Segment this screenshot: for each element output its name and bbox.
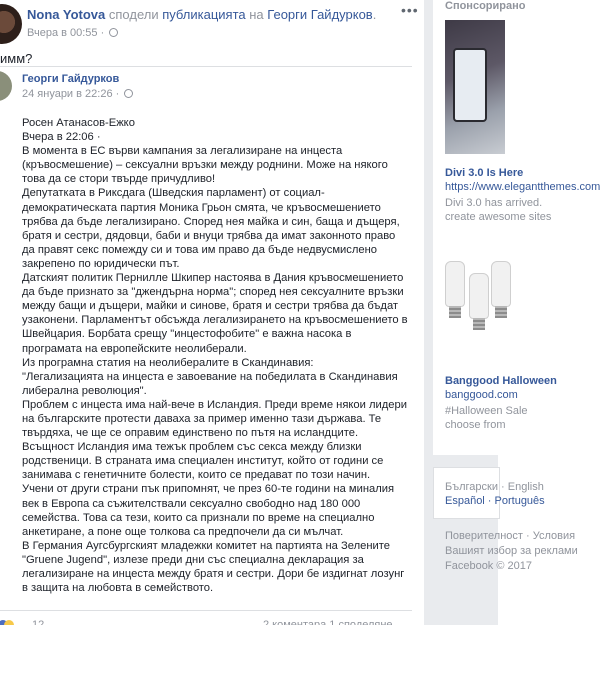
post-header: [27, 7, 376, 22]
body-paragraph: В момента в ЕС върви кампания за легализиране на инцеста (кръвосмешение) – сексуални връзки между роднини. Може на някого това да се стори твърде причудливо!: [22, 145, 388, 186]
language-option[interactable]: Български · English: [445, 481, 544, 493]
body-paragraph: Из програмна статия на неолибералите в Скандинавия:: [22, 356, 314, 369]
footer-links[interactable]: Поверителност · Условия: [445, 530, 576, 542]
language-option[interactable]: Español · Português: [445, 495, 545, 507]
phone-mockup-icon: [453, 48, 487, 122]
globe-icon: [109, 28, 118, 37]
post-caption: имм?: [0, 51, 33, 66]
body-line: Вчера в 22:06 ·: [22, 131, 101, 144]
share-verb: сподели: [108, 7, 159, 22]
ad-text-banggood-1: #Halloween Sale: [445, 405, 528, 417]
sponsored-heading: Спонсорирано: [445, 0, 526, 12]
post-time-text: Вчера в 00:55 ·: [27, 27, 105, 39]
body-paragraph: "Легализацията на инцеста е завоевание на победилата в Скандинавия либерална революция".: [22, 370, 398, 397]
author-name-link[interactable]: Nona Yotova: [27, 7, 106, 22]
body-paragraph: Учени от други страни пък припомнят, че през 60-те години на миналия век в Европа са съжителствали сексуално свободно над 180 000 семейства. Това са тези, които са признали по време на специално анкетиране, а поне още толкова са предпочели да си мълчат.: [22, 483, 395, 538]
ad-image-banggood[interactable]: [445, 253, 505, 363]
blank-area: [0, 625, 498, 687]
globe-icon: [124, 89, 133, 98]
body-paragraph: Депутатката в Риксдага (Шведския парламент) от социал-демократическата партия Моника Грьон смята, че кръвосмешението трябва да бъде легализирано. Според нея майка и син, баща и дъщеря, братя и сестри, дядовци, баби и внуци трябва да имат законното право да правят секс помежду си и това им право да бъде недвусмислено закрепено по юридически път.: [22, 187, 400, 270]
ad-image-divi[interactable]: [445, 20, 505, 154]
original-author-link[interactable]: Георги Гайдурков: [267, 7, 373, 22]
language-box: [433, 467, 500, 519]
header-dot: .: [372, 7, 377, 22]
ad-title-banggood[interactable]: Banggood Halloween: [445, 375, 557, 387]
author-avatar[interactable]: [0, 4, 22, 44]
ad-text-divi-1: Divi 3.0 has arrived.: [445, 197, 543, 209]
shared-author-name[interactable]: Георги Гайдурков: [22, 73, 120, 85]
right-sidebar: [433, 0, 600, 625]
body-paragraph: Датският политик Пернилле Шкипер настоява в Дания кръвосмешението да бъде признато за "джендърна норма"; според нея сексуалните връзки между бащи и дъщери, майки и синове, братя и сестри трябва да бъдат узаконени. Парламентът обсъжда легализирането на кръвосмешението в Швейцария. Борбата срещу "инцестофобите" е важна насока в програмата на европейските неолиберали.: [22, 272, 408, 355]
shared-post-timestamp[interactable]: [22, 88, 133, 100]
footer-ad-choices[interactable]: Вашият избор за реклами: [445, 545, 578, 557]
more-options-icon[interactable]: •••: [401, 2, 419, 18]
shared-post-link[interactable]: публикацията: [162, 7, 246, 22]
shared-time-text: 24 януари в 22:26 ·: [22, 88, 120, 100]
post-timestamp[interactable]: [27, 27, 118, 39]
shared-post-card: [0, 66, 412, 612]
ad-text-banggood-2: choose from: [445, 419, 506, 431]
shared-post-body: [22, 116, 408, 595]
column-gutter: [424, 0, 433, 625]
footer-divider: [0, 610, 412, 611]
bulb-icon: [469, 273, 489, 319]
shared-author-avatar[interactable]: [0, 71, 12, 101]
ad-link-banggood[interactable]: banggood.com: [445, 389, 518, 401]
body-paragraph: Проблем с инцеста има най-вече в Исландия. Преди време някои лидери на българските протести даваха за пример именно тази държава. Те твърдяха, че ще се оправим единствено по пътя на исландците. Всъщност Исландия има тежък проблем със секса между близки родственици. В страната има специален институт, който от години се занимава с генетичните болести, които се предават по този начин.: [22, 398, 408, 482]
body-paragraph: В Германия Аугсбургският младежки комитет на партията на Зелените "Gruene Jugend", излезе преди дни със специална декларация за легализиране на инцеста между братя и сестри. Дори бе издигнат лозунг в защита на любовта в семейството.: [22, 539, 405, 595]
ad-title-divi[interactable]: Divi 3.0 Is Here: [445, 167, 524, 179]
body-line: Росен Атанасов-Ежко: [22, 117, 135, 129]
ad-link-divi[interactable]: https://www.elegantthemes.com: [445, 181, 600, 193]
preposition: на: [249, 7, 264, 22]
ad-text-divi-2: create awesome sites: [445, 211, 552, 223]
bulb-icon: [491, 261, 511, 307]
footer-copyright: Facebook © 2017: [445, 560, 532, 572]
bulb-icon: [445, 261, 465, 307]
